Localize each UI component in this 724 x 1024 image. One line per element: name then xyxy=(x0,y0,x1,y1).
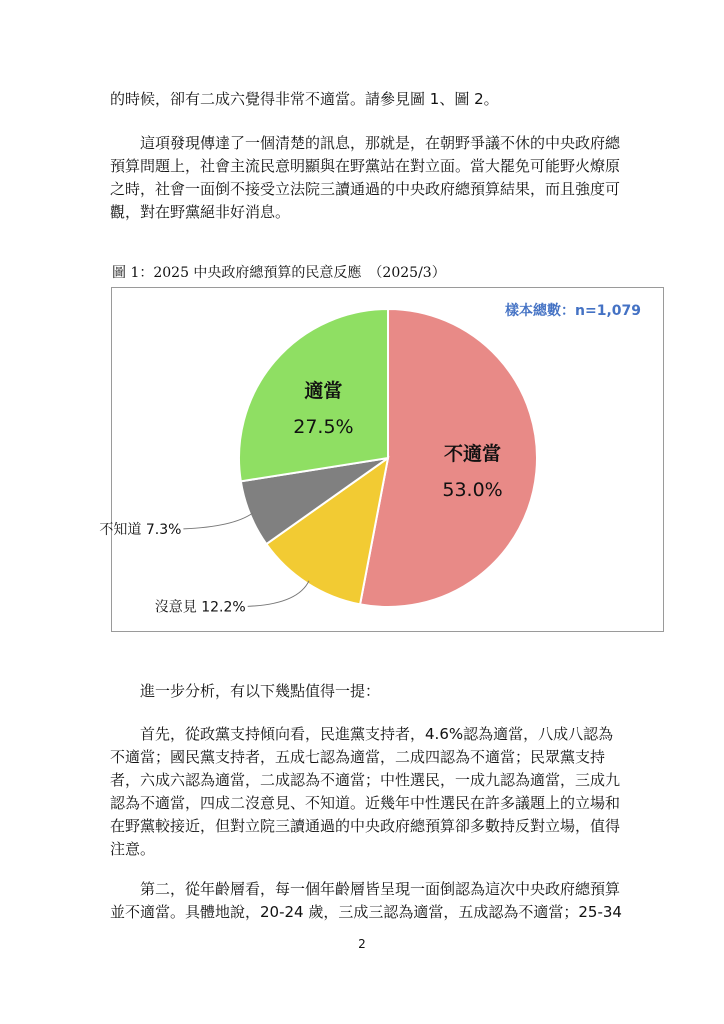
page-number: 2 xyxy=(358,937,366,951)
sample-size-label: 樣本總數：n=1,079 xyxy=(505,303,641,319)
slice-label-2: 不知道 7.3% xyxy=(99,521,182,538)
paragraph-2: 這項發現傳達了一個清楚的訊息，那就是，在朝野爭議不休的中央政府總預算問題上，社會主流民意明顯與在野黨站在對立面。當大罷免可能野火燎原之時，社會一面倒不接受立法院三讀通過的中央政府總預算結果，而且強度可觀，對在野黨絕非好消息。 xyxy=(110,134,621,221)
paragraph-3: 進一步分析，有以下幾點值得一提： xyxy=(140,682,381,700)
pie-chart xyxy=(99,288,663,631)
pie-chart-frame xyxy=(99,287,664,632)
paragraph-1: 的時候，卻有二成六覺得非常不適當。請參見圖 1、圖 2。 xyxy=(110,90,499,108)
figure-caption: 圖 1：2025 中央政府總預算的民意反應 （2025/3） xyxy=(112,265,446,281)
slice-label-0: 不適當 xyxy=(444,442,502,465)
leader-line-1 xyxy=(248,581,309,607)
paragraph-4: 首先，從政黨支持傾向看，民進黨支持者，4.6%認為適當，八成八認為不適當；國民黨支持者，五成七認為適當，二成四認為不適當；民眾黨支持者，六成六認為適當，二成認為不適當；中性選民，一成九認為適當，三成九認為不適當，四成二沒意見、不知道。近幾年中性選民在許多議題上的立場和在野黨較接近，但對立院三讀通過的中央政府總預算卻多數持反對立場，值得注意。 xyxy=(110,725,621,858)
leader-line-2 xyxy=(183,513,252,529)
slice-label-3: 適當 xyxy=(304,379,343,402)
slice-value-3: 27.5% xyxy=(293,415,354,438)
slice-value-0: 53.0% xyxy=(442,478,503,501)
paragraph-5: 第二，從年齡層看，每一個年齡層皆呈現一面倒認為這次中央政府總預算並不適當。具體地說，20-24 歲，三成三認為適當，五成認為不適當；25-34 xyxy=(110,880,622,921)
slice-label-1: 沒意見 12.2% xyxy=(154,599,246,616)
